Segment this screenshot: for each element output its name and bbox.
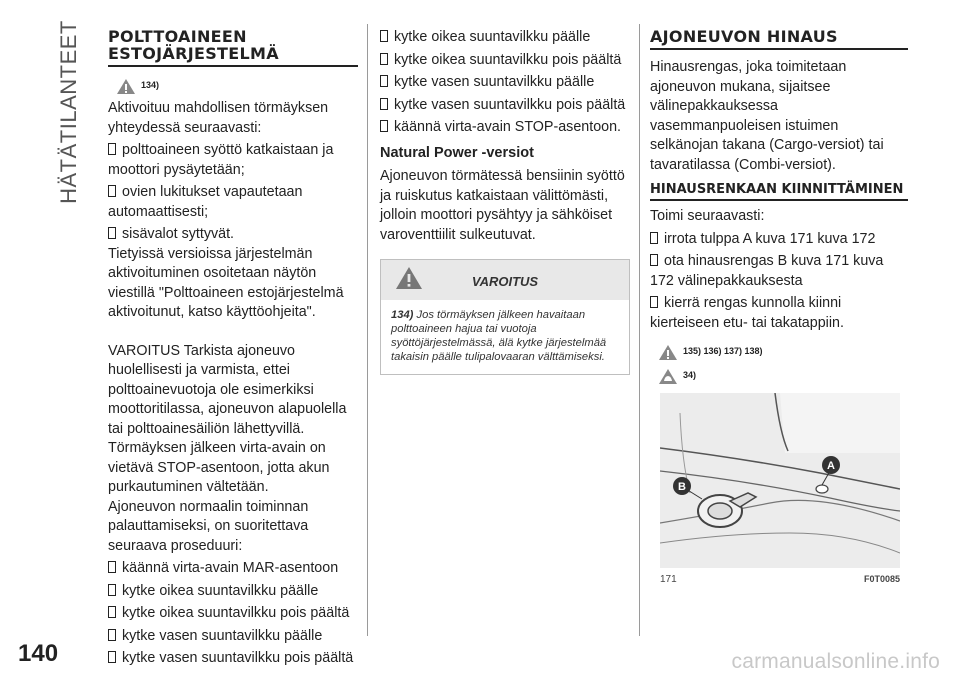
list-item: käännä virta-avain STOP-asentoon.: [380, 118, 630, 138]
heading-fuel-cutoff: POLTTOAINEEN ESTOJÄRJESTELMÄ: [108, 28, 358, 67]
checkbox-bullet-icon: [108, 561, 116, 573]
svg-text:A: A: [827, 460, 835, 472]
subheading-tow-ring: HINAUSRENKAAN KIINNITTÄMINEN: [650, 183, 908, 201]
paragraph: Törmäyksen jälkeen virta-avain on vietävä STOP-asentoon, jotta akun purkautuminen vältetään.: [108, 440, 330, 495]
figure-number: 171: [660, 574, 677, 585]
warning-reference: 34): [658, 365, 908, 385]
figure-tow-ring: [660, 393, 900, 568]
paragraph: VAROITUS Tarkista ajoneuvo huolellisesti ja varmista, ettei polttoainevuotoja ole esimerkiksi moottoritilassa, ajoneuvon alapuolella tai polttoainesäiliön lähettyvillä.: [108, 342, 347, 437]
checkbox-bullet-icon: [108, 606, 116, 618]
checkbox-bullet-icon: [380, 53, 388, 65]
paragraph: Tietyissä versioissa järjestelmän aktivoituminen osoitetaan näytön viestillä "Polttoaineen estojärjestelmä aktivoitunut, katso käyttöohjeita".: [108, 245, 344, 320]
warning-triangle-icon: [116, 78, 136, 95]
caution-hand-icon: [658, 368, 678, 385]
list-item: kytke oikea suuntavilkku päälle: [380, 28, 630, 48]
checkbox-bullet-icon: [650, 254, 658, 266]
checkbox-bullet-icon: [380, 75, 388, 87]
list-item: kytke oikea suuntavilkku päälle: [108, 582, 358, 602]
figure-caption: [660, 570, 900, 590]
list-item: sisävalot syttyvät.: [108, 225, 358, 245]
warning-box: [380, 259, 630, 375]
checkbox-bullet-icon: [108, 143, 116, 155]
list-item: polttoaineen syöttö katkaistaan ja moottori pysäytetään;: [108, 142, 334, 178]
list-item: kytke oikea suuntavilkku pois päältä: [380, 51, 630, 71]
heading-towing: AJONEUVON HINAUS: [650, 28, 908, 50]
checkbox-bullet-icon: [650, 296, 658, 308]
column-2: [380, 28, 630, 375]
section-title-vertical: HÄTÄTILANTEET: [56, 20, 81, 204]
figure-code: F0T0085: [863, 574, 900, 584]
list-item: kytke oikea suuntavilkku pois päältä: [108, 604, 358, 624]
column-divider-2: [639, 24, 640, 636]
watermark: carmanualsonline.info: [731, 650, 940, 673]
checkbox-bullet-icon: [380, 30, 388, 42]
list-item: kytke vasen suuntavilkku pois päältä: [108, 649, 358, 669]
list-item: kytke vasen suuntavilkku päälle: [108, 627, 358, 647]
intro-text: Toimi seuraavasti:: [650, 208, 765, 224]
column-1: [108, 28, 358, 672]
page-number: 140: [18, 640, 59, 667]
warning-header: [381, 260, 629, 300]
checkbox-bullet-icon: [650, 232, 658, 244]
subheading-natural-power: Natural Power -versiot: [380, 144, 534, 161]
checkbox-bullet-icon: [108, 227, 116, 239]
checkbox-bullet-icon: [380, 98, 388, 110]
checkbox-bullet-icon: [108, 584, 116, 596]
warning-reference: 135) 136) 137) 138): [658, 341, 908, 361]
checkbox-bullet-icon: [108, 629, 116, 641]
paragraph: Hinausrengas, joka toimitetaan ajoneuvon mukana, sijaitsee välinepakkauksessa vasemmanpuoleisen istuimen selkänojan takana (Cargo-versiot) tai tavaratilassa (Combi-versiot).: [650, 59, 884, 173]
warning-text: 134) Jos törmäyksen jälkeen havaitaan polttoaineen hajua tai vuotoja syöttöjärjestelmässä, älä kytke järjestelmää takaisin päälle tulipalovaaran välttämiseksi.: [391, 309, 607, 363]
list-item: ota hinausrengas B kuva 171 kuva 172 välinepakkauksesta: [650, 253, 884, 289]
warning-title: VAROITUS: [471, 274, 539, 289]
intro-text: Aktivoituu mahdollisen törmäyksen yhteydessä seuraavasti:: [108, 100, 329, 136]
svg-text:B: B: [678, 481, 686, 493]
warning-triangle-icon: [658, 344, 678, 361]
checkbox-bullet-icon: [108, 185, 116, 197]
list-item: kytke vasen suuntavilkku päälle: [380, 73, 630, 93]
warning-reference: 134): [116, 75, 358, 95]
paragraph: Ajoneuvon törmätessä bensiinin syöttö ja ruiskutus katkaistaan välittömästi, jolloin moottori pysähtyy ja sähköiset varoventtiilit sulkeutuvat.: [380, 168, 625, 243]
checkbox-bullet-icon: [380, 120, 388, 132]
list-item: kytke vasen suuntavilkku pois päältä: [380, 96, 630, 116]
list-item: ovien lukitukset vapautetaan automaattisesti;: [108, 184, 303, 220]
tow-ring-illustration: [660, 393, 900, 568]
column-divider-1: [367, 24, 368, 636]
paragraph: Ajoneuvon normaalin toiminnan palauttamiseksi, on suoritettava seuraava proseduuri:: [108, 498, 309, 554]
column-3: [650, 28, 908, 590]
list-item: käännä virta-avain MAR-asentoon: [108, 559, 358, 579]
checkbox-bullet-icon: [108, 651, 116, 663]
list-item: kierrä rengas kunnolla kiinni kierteiseen etu- tai takatappiin.: [650, 295, 844, 331]
list-item: irrota tulppa A kuva 171 kuva 172: [650, 230, 908, 250]
